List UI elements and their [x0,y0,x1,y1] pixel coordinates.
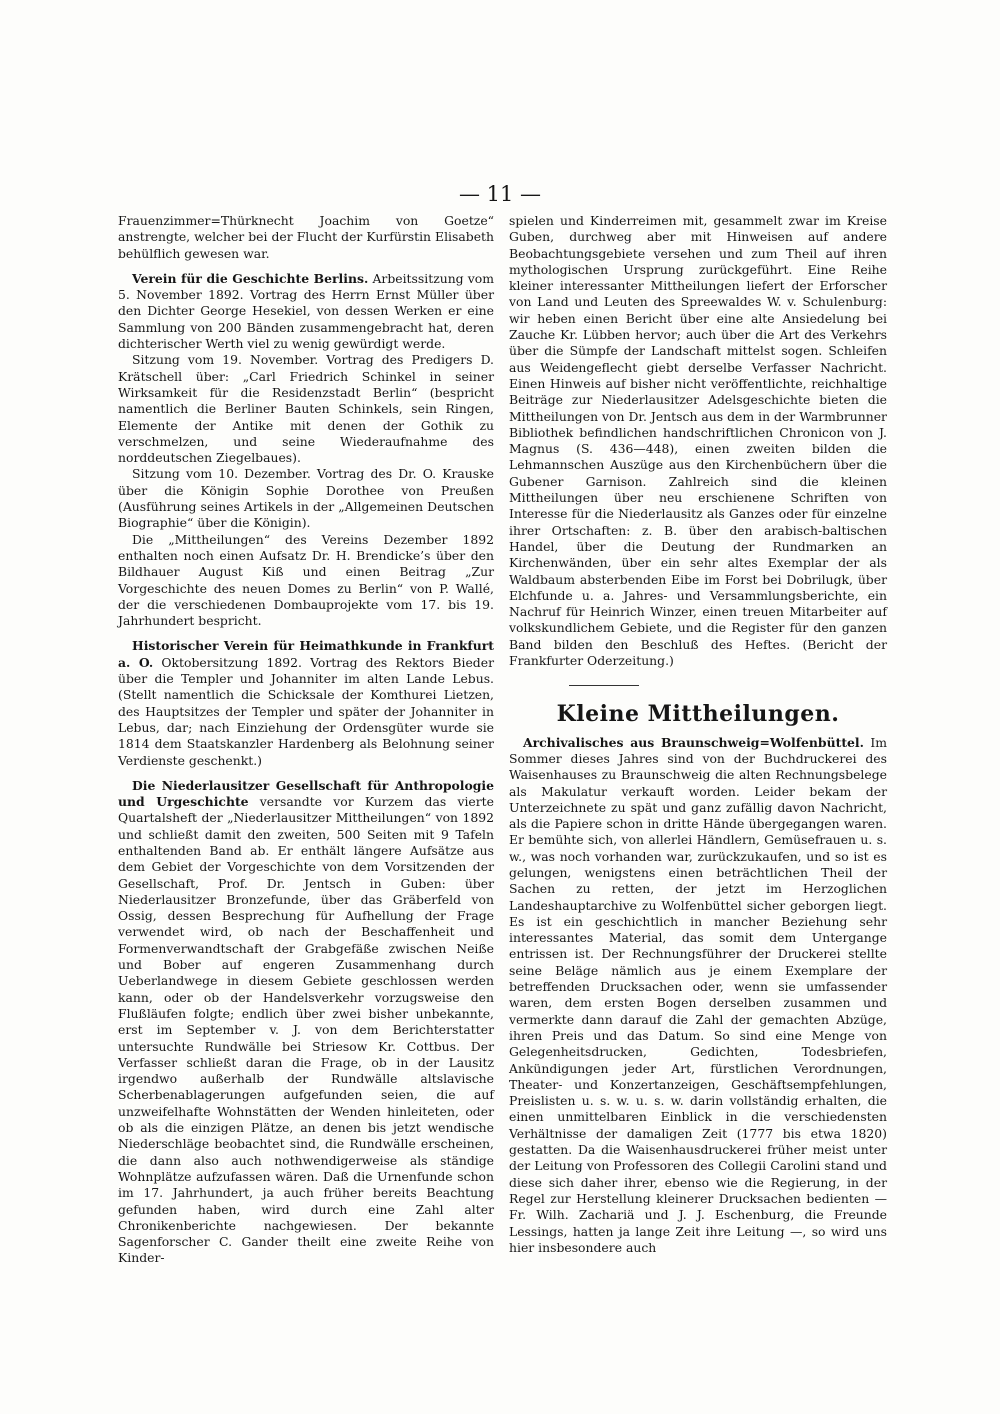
paragraph-goetze-end: Frauenzimmer=Thürknecht Joachim von Goetze“ anstrengte, welcher bei der Flucht der Kurfürstin Elisabeth behülflich gewesen war. [118,213,494,261]
section-divider [569,685,639,686]
paragraph-sitzung-10-dez: Sitzung vom 10. Dezember. Vortrag des Dr. O. Krauske über die Königin Sophie Dorothee von Preußen (Ausführung seines Artikels in der „Allgemeinen Deutschen Biographie“ über die Königin). [118,466,494,531]
paragraph-verein-berlin: Verein für die Geschichte Berlins. Arbeitssitzung vom 5. November 1892. Vortrag des Herrn Ernst Müller über den Dichter George Hesekiel, von dessen Werken er eine Sammlung von 200 Bänden zusammengebracht hat, deren dichterischer Werth viel zu wenig gewürdigt werde. [118,270,494,352]
left-column [118,213,494,1267]
paragraph-niederlausitz: Die Niederlausitzer Gesellschaft für Anthropologie und Urgeschichte versandte vor Kurzem das vierte Quartalsheft der „Niederlausitzer Mittheilungen“ von 1892 und schließt damit den zweiten, 500 Seiten mit 9 Tafeln enthaltenden Band ab. Er enthält längere Aufsätze aus dem Gebiet der Vorgeschichte von dem Vorsitzenden der Gesellschaft, Prof. Dr. Jentsch in Guben: über Niederlausitzer Bronzefunde, über das Gräberfeld von Ossig, dessen Besprechung für Aufhellung der Frage verwendet wird, ob nach der Beschaffenheit und Formenverwandtschaft der Grabgefäße zwischen Neiße und Bober auf engeren Zusammenhang durch Ueberlandwege in diesem Gebiete geschlossen werden kann, oder ob der Handelsverkehr vorzugsweise den Flußläufen folgte; endlich über zwei bisher unbekannte, erst im September v. J. von dem Berichterstatter untersuchte Rundwälle bei Striesow Kr. Cottbus. Der Verfasser schließt daran die Frage, ob in der Lausitz irgendwo außerhalb der Rundwälle altslavische Scherbenablagerungen aufgefunden seien, die auf unzweifelhafte Wohnstätten der Wenden hinleiteten, oder ob als die einzigen Plätze, an denen bis jetzt wendische Niederschläge beobachtet sind, die Rundwälle erscheinen, die dann also auch nothwendigerweise als ständige Wohnplätze aufzufassen wären. Daß die Urnenfunde schon im 17. Jahrhundert, ja auch früher bereits Beachtung gefunden haben, wird durch eine Zahl alter Chronikenberichte nachgewiesen. Der bekannte Sagenforscher C. Gander theilt eine zweite Reihe von Kinder- [118,777,494,1266]
society-heading-berlin: Verein für die Geschichte Berlins. [132,270,369,286]
right-column [509,213,887,1256]
society-heading-niederlausitz: Die Niederlausitzer Gesellschaft für Anthropologie und Urgeschichte [118,777,494,810]
article-heading-braunschweig: Archivalisches aus Braunschweig=Wolfenbüttel. [523,734,864,750]
page-number: — 11 — [458,182,542,206]
paragraph-archivalisches: Archivalisches aus Braunschweig=Wolfenbüttel. Im Sommer dieses Jahres sind von der Buchdruckerei des Waisenhauses zu Braunschweig die alten Rechnungsbelege als Makulatur verkauft worden. Leider bekam der Unterzeichnete zu spät und ganz zufällig davon Nachricht, als die Papiere schon in dritte Hände übergegangen waren. Er bemühte sich, von allerlei Händlern, Gemüsefrauen u. s. w., was noch vorhanden war, zurückzukaufen, und so ist es gelungen, wenigstens einen beträchtlichen Theil der Sachen zu retten, der jetzt im Herzoglichen Landeshauptarchive zu Wolfenbüttel sicher geborgen liegt. Es ist ein geschichtlich in mancher Beziehung sehr interessantes Material, das somit dem Untergange entrissen ist. Der Rechnungsführer der Druckerei stellte seine Beläge nämlich aus je einem Exemplare der betreffenden Drucksachen oder, wenn sie umfassender waren, dem ersten Bogen derselben zusammen und vermerkte dann darauf die Zahl der gemachten Abzüge, ihren Preis und das Datum. So sind eine Menge von Gelegenheitsdrucken, Gedichten, Todesbriefen, Ankündigungen jeder Art, fürstlichen Verordnungen, Theater- und Konzertanzeigen, Geschäftsempfehlungen, Preislisten u. s. w. u. s. w. darin vollständig erhalten, die einen unmittelbaren Einblick in die verschiedensten Verhältnisse der damaligen Zeit (1777 bis etwa 1820) gestatten. Da die Waisenhausdruckerei früher meist unter der Leitung von Professoren des Collegii Carolini stand und diese sich daher ihrer, ebenso wie die Regierung, in der Regel zur Herstellung kleinerer Drucksachen bedienten — Fr. Wilh. Zachariä und J. J. Eschenburg, die Freunde Lessings, hatten ja lange Zeit ihre Leitung —, so wird uns hier insbesondere auch [509,734,887,1255]
paragraph-sitzung-19-nov: Sitzung vom 19. November. Vortrag des Predigers D. Krätschell über: „Carl Friedrich Schinkel in seiner Wirksamkeit für die Residenzstadt Berlin“ (bespricht namentlich die Berliner Bauten Schinkels, sein Ringen, Elemente der Antike mit denen der Gothik zu verschmelzen, und seine Wiederaufnahme des norddeutschen Ziegelbaues). [118,352,494,466]
paragraph-kinderreime: spielen und Kinderreimen mit, gesammelt zwar im Kreise Guben, durchweg aber mit Hinweisen auf andere Beobachtungsgebiete versehen und zum Theil auf ihren mythologischen Ursprung zurückgeführt. Eine Reihe kleiner interessanter Mittheilungen liefert der Erforscher von Land und Leuten des Spreewaldes W. v. Schulenburg: wir heben einen Bericht über eine alte Ansiedelung bei Zauche Kr. Lübben hervor; auch über die Art des Verkehrs über die Sümpfe der Landschaft mittelst sogen. Schleifen aus Weidengeflecht giebt derselbe Verfasser Nachricht. Einen Hinweis auf bisher nicht veröffentlichte, reichhaltige Beiträge zur Niederlausitzer Adelsgeschichte bieten die Mittheilungen von Dr. Jentsch aus dem in der Warmbrunner Bibliothek befindlichen handschriftlichen Chronicon von J. Magnus (S. 436—448), einen zweiten bilden die Lehmannschen Auszüge aus den Kirchenbüchern über die Gubener Garnison. Zahlreich sind die kleinen Mittheilungen über neu erschienene Schriften von Interesse für die Niederlausitz als Ganzes oder für einzelne ihrer Ortschaften: z. B. über den arabisch-baltischen Handel, über die Deutung der Rundmarken an Kirchenwänden, über ein sehr altes Exemplar der als Waldbaum absterbenden Eibe im Forst bei Dobrilugk, über Elchfunde u. a. Jahres- und Versammlungsberichte, ein Nachruf für Heinrich Winzer, einen treuen Mitarbeiter auf volkskundlichem Gebiete, und die Register für den ganzen Band bilden den Beschluß des Heftes. (Bericht der Frankfurter Oderzeitung.) [509,213,887,669]
paragraph-frankfurt: Historischer Verein für Heimathkunde in Frankfurt a. O. Oktobersitzung 1892. Vortrag des Rektors Bieder über die Templer und Johanniter im alten Lande Lebus. (Stellt namentlich die Schicksale der Komthurei Lietzen, des Hauptsitzes der Templer und später der Johanniter in Lebus, dar; nach Einziehung der Ordensgüter wurde sie 1814 dem Staatskanzler Hardenberg als Belohnung seiner Verdienste geschenkt.) [118,638,494,768]
society-heading-frankfurt: Historischer Verein für Heimathkunde in Frankfurt a. O. [118,638,494,670]
paragraph-mittheilungen: Die „Mittheilungen“ des Vereins Dezember 1892 enthalten noch einen Aufsatz Dr. H. Brendicke’s über den Bildhauer August Kiß und einen Beitrag „Zur Vorgeschichte des neuen Domes zu Berlin“ von P. Wallé, der die verschiedenen Dombauprojekte vom 17. bis 19. Jahrhundert bespricht. [118,531,494,629]
section-title: Kleine Mittheilungen. [556,701,840,728]
